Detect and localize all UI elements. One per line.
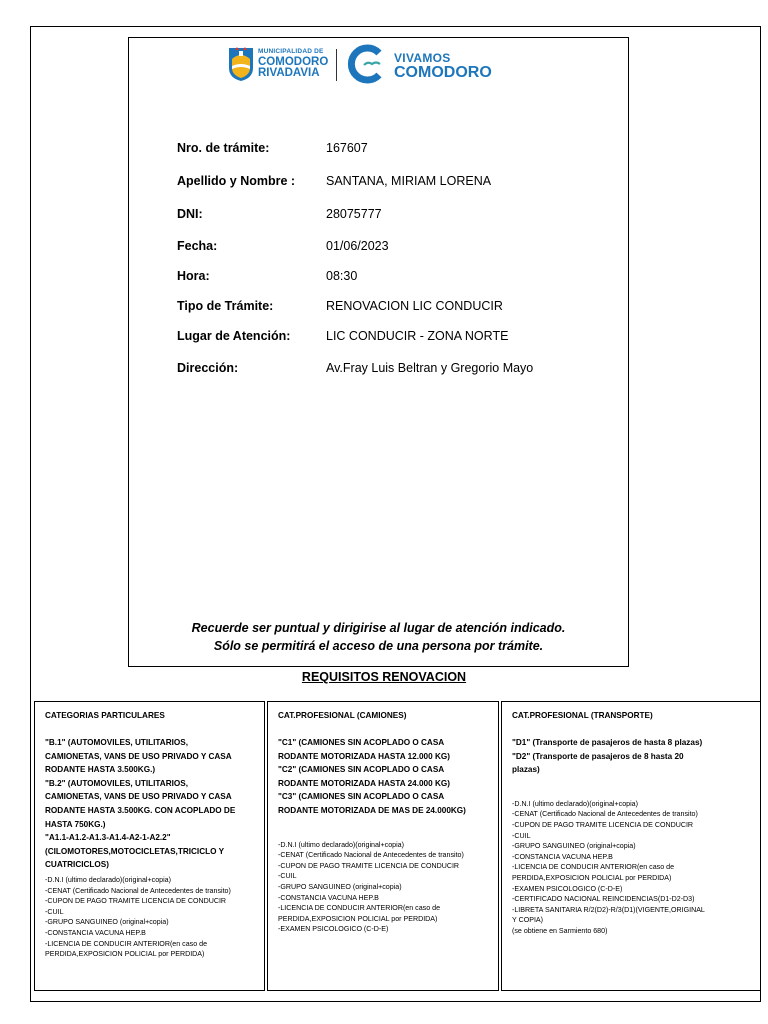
- notice-line2: Sólo se permitirá el acceso de una persona por trámite.: [213, 639, 544, 653]
- category-line: RODANTE HASTA 3.500KG. CON ACOPLADO DE: [45, 805, 236, 815]
- category-list: [45, 736, 256, 872]
- requirement-line: -GRUPO SANGUINEO (original+copia): [278, 882, 402, 891]
- field-label: Tipo de Trámite:: [177, 299, 274, 313]
- muni-line1: MUNICIPALIDAD DE: [258, 48, 324, 55]
- requirement-line: PERDIDA,EXPOSICION POLICIAL por PERDIDA): [278, 914, 438, 923]
- muni-line3: RIVADAVIA: [258, 67, 320, 79]
- category-line: RODANTE MOTORIZADA HASTA 24.000 KG): [278, 778, 450, 788]
- field-row-dni: [177, 207, 607, 227]
- appointment-card: [128, 37, 629, 667]
- vivamos-line1: VIVAMOS: [394, 51, 451, 65]
- field-label: DNI:: [177, 207, 203, 221]
- requirement-line: -LICENCIA DE CONDUCIR ANTERIOR(en caso de: [278, 904, 441, 913]
- requirement-line: -CUIL: [278, 872, 297, 881]
- field-label: Hora:: [177, 269, 210, 283]
- field-value: Av.Fray Luis Beltran y Gregorio Mayo: [326, 361, 534, 375]
- attendance-notice: [128, 619, 629, 655]
- requirement-line: -LIBRETA SANITARIA R/2(D2)-R/3(D1)(VIGENTE,ORIGINAL: [512, 905, 705, 914]
- requirement-list: [512, 799, 752, 937]
- requirement-line: -CENAT (Certificado Nacional de Antecedentes de transito): [278, 851, 464, 860]
- category-line: "B.1" (AUTOMOVILES, UTILITARIOS,: [45, 738, 189, 747]
- requirements-column-transporte: [501, 701, 761, 991]
- vivamos-line2: COMODORO: [394, 64, 492, 81]
- requirement-line: PERDIDA,EXPOSICION POLICIAL por PERDIDA): [512, 873, 672, 882]
- field-label: Nro. de trámite:: [177, 141, 270, 155]
- field-value: 08:30: [326, 269, 358, 283]
- requirement-line: -LICENCIA DE CONDUCIR ANTERIOR(en caso de: [512, 863, 675, 872]
- requirements-column-camiones: [267, 701, 499, 991]
- requirement-line: -CENAT (Certificado Nacional de Antecedentes de transito): [45, 886, 231, 895]
- category-line: "A1.1-A1.2-A1.3-A1.4-A2-1-A2.2": [45, 833, 171, 843]
- requirement-line: -CUIL: [512, 831, 531, 840]
- column-heading: CATEGORIAS PARTICULARES: [45, 711, 165, 720]
- requirement-list: [45, 875, 256, 960]
- requirement-line: -GRUPO SANGUINEO (original+copia): [45, 918, 169, 927]
- requirement-line: -LICENCIA DE CONDUCIR ANTERIOR(en caso de: [45, 939, 208, 948]
- requirement-line: -CUPON DE PAGO TRAMITE LICENCIA DE CONDUCIR: [45, 897, 227, 906]
- requirement-line: -CUPON DE PAGO TRAMITE LICENCIA DE CONDUCIR: [278, 861, 460, 870]
- requirement-line: PERDIDA,EXPOSICION POLICIAL por PERDIDA): [45, 950, 205, 959]
- category-line: HASTA 750KG.): [45, 819, 106, 829]
- requirement-list: [278, 840, 490, 935]
- requirement-line: -CERTIFICADO NACIONAL REINCIDENCIAS(D1-D2-D3): [512, 895, 695, 904]
- category-line: (CILOMOTORES,MOTOCICLETAS,TRICICLO Y: [45, 846, 225, 856]
- category-line: RODANTE MOTORIZADA HASTA 12.000 KG): [278, 751, 450, 761]
- category-line: "D1" (Transporte de pasajeros de hasta 8 plazas): [512, 738, 703, 747]
- category-line: CUATRICICLOS): [45, 860, 109, 870]
- requirement-line: -EXAMEN PSICOLOGICO (C-D-E): [512, 884, 623, 893]
- column-heading: CAT.PROFESIONAL (CAMIONES): [278, 711, 407, 720]
- field-label: Dirección:: [177, 361, 239, 375]
- notice-line1: Recuerde ser puntual y dirigirise al lugar de atención indicado.: [191, 621, 566, 635]
- field-row-tipo: [177, 299, 607, 319]
- field-value: RENOVACION LIC CONDUCIR: [326, 299, 503, 313]
- category-line: "C1" (CAMIONES SIN ACOPLADO O CASA: [278, 738, 445, 747]
- requirement-line: -CUPON DE PAGO TRAMITE LICENCIA DE CONDUCIR: [512, 820, 694, 829]
- requirement-line: (se obtiene en Sarmiento 680): [512, 926, 608, 935]
- field-row-tramite: [177, 141, 607, 161]
- field-value: 28075777: [326, 207, 382, 221]
- field-value: 167607: [326, 141, 368, 155]
- field-label: Apellido y Nombre :: [177, 174, 296, 188]
- category-line: CAMIONETAS, VANS DE USO PRIVADO Y CASA: [45, 751, 232, 761]
- field-row-lugar: [177, 329, 607, 349]
- muni-line2: COMODORO: [258, 55, 329, 68]
- category-line: "B.2" (AUTOMOVILES, UTILITARIOS,: [45, 778, 189, 788]
- category-line: "D2" (Transporte de pasajeros de 8 hasta 20: [512, 751, 684, 761]
- requirement-line: -D.N.I (ultimo declarado)(original+copia): [278, 840, 404, 849]
- requirement-line: -D.N.I (ultimo declarado)(original+copia): [45, 875, 171, 884]
- requirement-line: -CENAT (Certificado Nacional de Antecedentes de transito): [512, 810, 698, 819]
- field-value: LIC CONDUCIR - ZONA NORTE: [326, 329, 509, 343]
- category-line: plazas): [512, 765, 540, 775]
- requirement-line: -CONSTANCIA VACUNA HEP.B: [45, 928, 146, 937]
- requirement-line: Y COPIA): [512, 916, 544, 925]
- category-line: "C2" (CAMIONES SIN ACOPLADO O CASA: [278, 765, 445, 775]
- requirement-line: -D.N.I (ultimo declarado)(original+copia): [512, 799, 638, 808]
- requirement-line: -CONSTANCIA VACUNA HEP.B: [278, 893, 379, 902]
- column-heading: CAT.PROFESIONAL (TRANSPORTE): [512, 711, 653, 720]
- vivamos-wordmark: [394, 52, 492, 81]
- field-value: SANTANA, MIRIAM LORENA: [326, 174, 492, 188]
- requirements-column-particulares: [34, 701, 265, 991]
- field-row-nombre: [177, 174, 607, 194]
- category-line: RODANTE MOTORIZADA DE MAS DE 24.000KG): [278, 805, 466, 815]
- category-line: CAMIONETAS, VANS DE USO PRIVADO Y CASA: [45, 792, 232, 802]
- logo-divider: [336, 49, 337, 81]
- field-row-fecha: [177, 239, 607, 259]
- category-list: [278, 736, 490, 818]
- category-line: RODANTE HASTA 3.500KG.): [45, 765, 156, 775]
- municipality-wordmark: [258, 49, 328, 80]
- requirement-line: -CONSTANCIA VACUNA HEP.B: [512, 852, 613, 861]
- requirement-line: -CUIL: [45, 907, 64, 916]
- vivamos-c-icon: [345, 44, 385, 84]
- category-list: [512, 736, 752, 777]
- requirement-line: -GRUPO SANGUINEO (original+copia): [512, 842, 636, 851]
- category-line: "C3" (CAMIONES SIN ACOPLADO O CASA: [278, 792, 445, 802]
- requirement-line: -EXAMEN PSICOLOGICO (C-D-E): [278, 925, 389, 934]
- requirements-title: REQUISITOS RENOVACION: [301, 670, 467, 684]
- field-row-hora: [177, 269, 607, 289]
- municipal-shield-icon: [228, 46, 254, 82]
- header-logos: [228, 44, 498, 86]
- field-value: 01/06/2023: [326, 239, 389, 253]
- field-label: Fecha:: [177, 239, 218, 253]
- field-label: Lugar de Atención:: [177, 329, 291, 343]
- field-row-direccion: [177, 361, 607, 381]
